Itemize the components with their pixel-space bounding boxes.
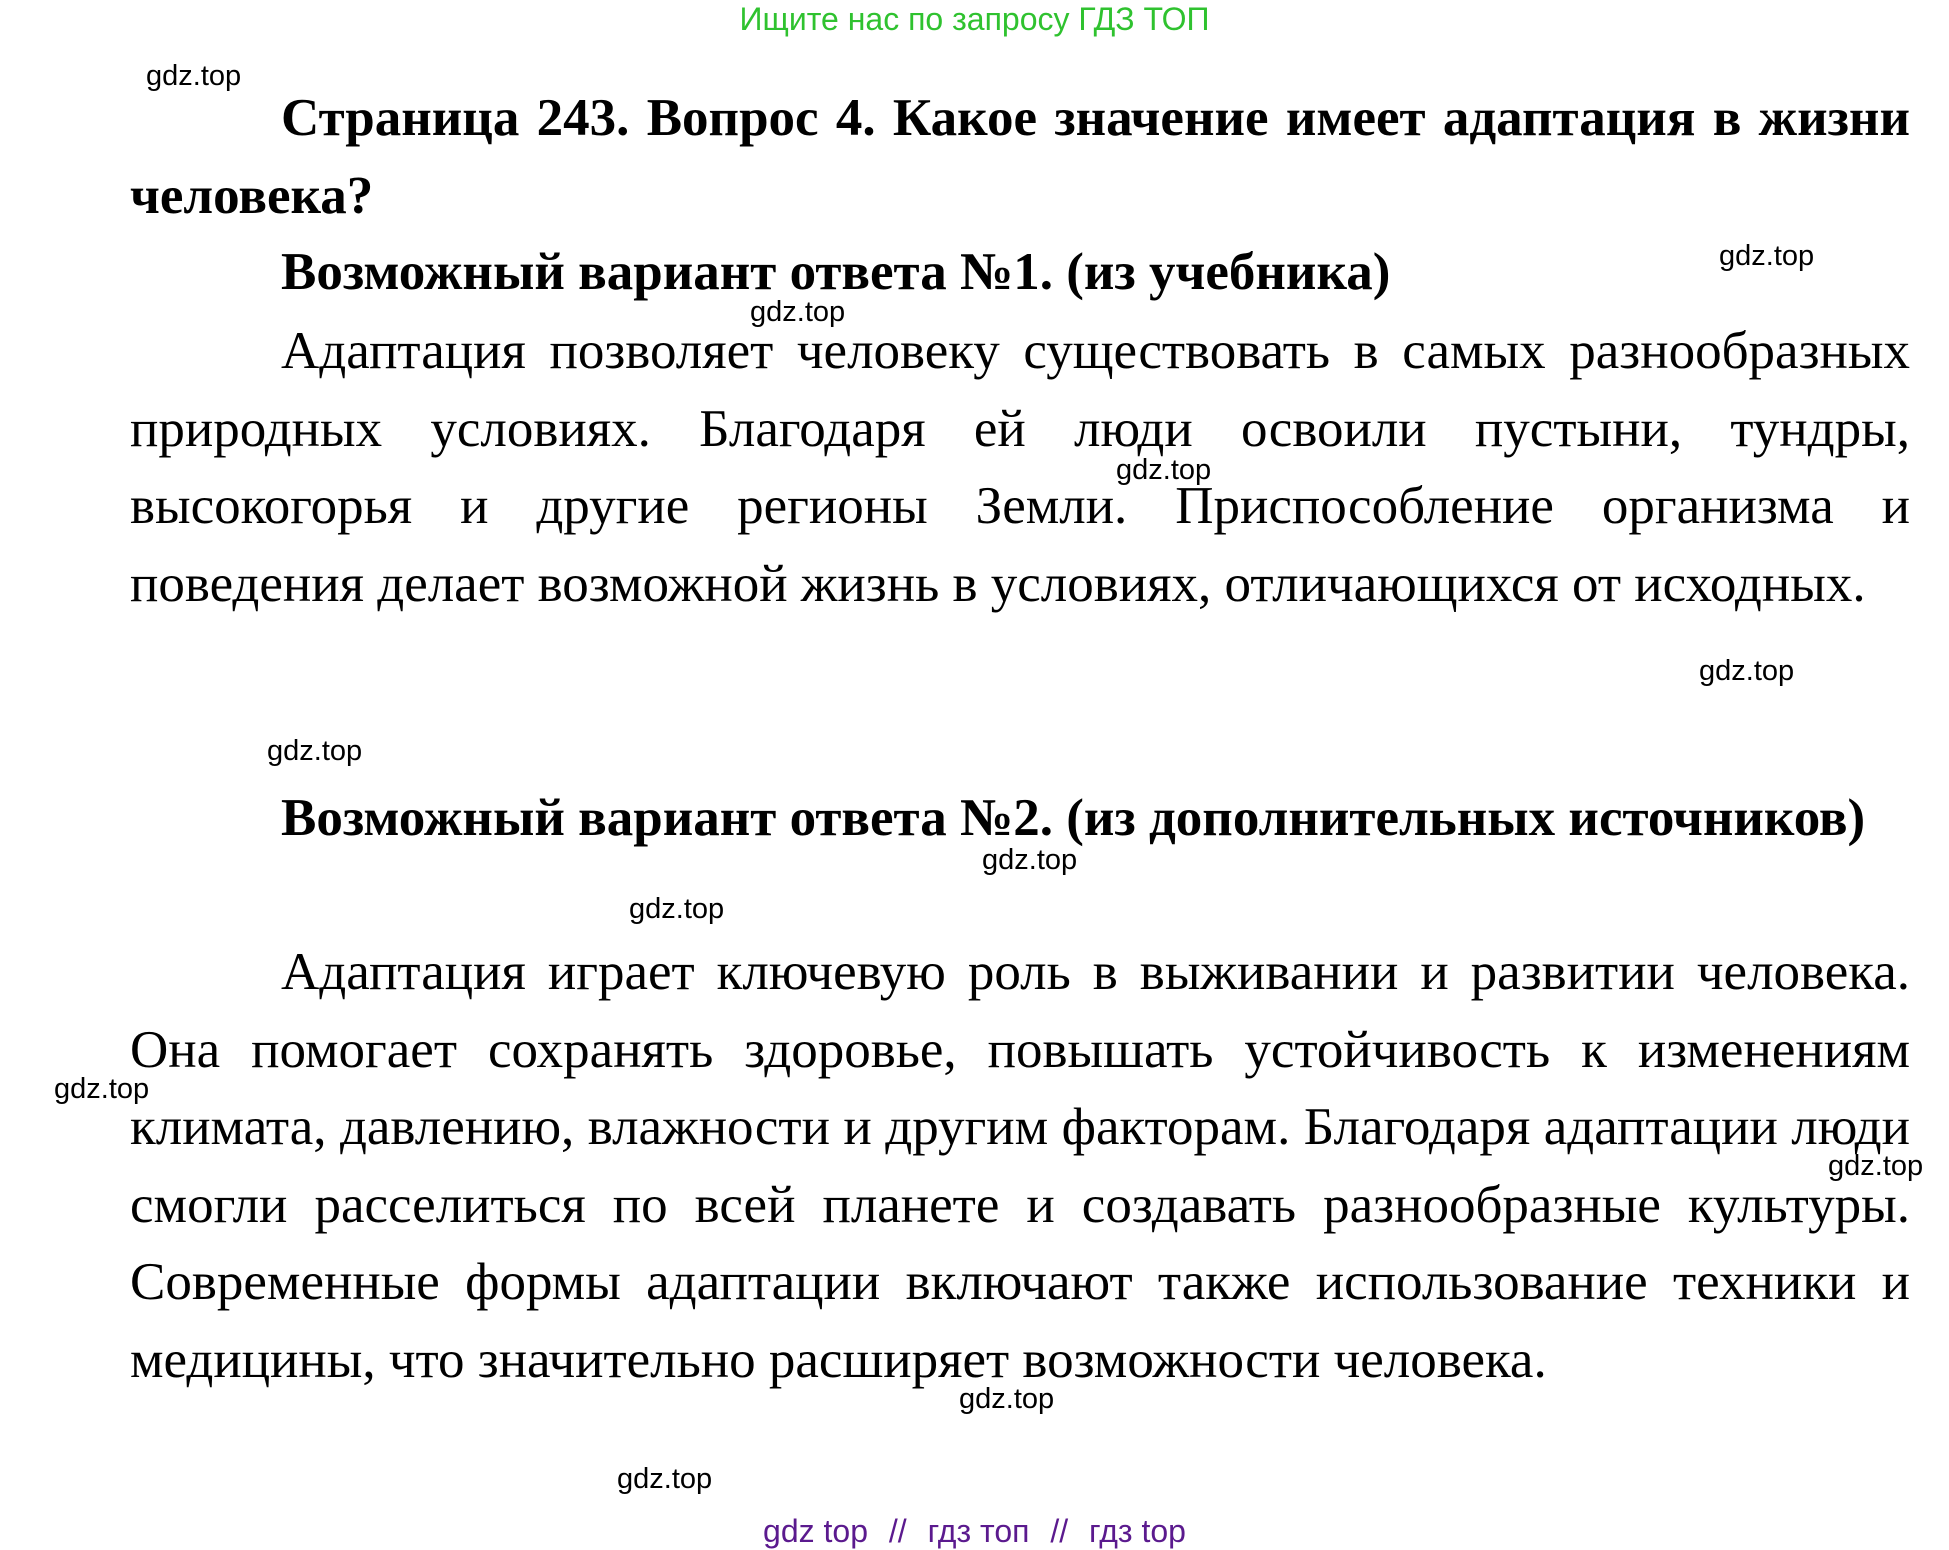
watermark: gdz.top [982,844,1078,876]
footer-separator: // [888,1513,907,1549]
footer-link-gdz-top-mixed[interactable]: гдз top [1089,1513,1186,1549]
watermark: gdz.top [267,735,363,767]
answer-2-heading: Возможный вариант ответа №2. (из дополнительных источников) [281,789,1866,847]
answer-2-text: Адаптация играет ключевую роль в выживании и развитии человека. Она помогает сохранять здоровье, повышать устойчивость к изменениям климата, давлению, влажности и другим факторам. Благодаря адаптации люди смогли расселиться по всей планете и создавать разнообразные культуры. Современные формы адаптации включают также использование техники и медицины, что значительно расширяет возможности человека. [130,943,1910,1389]
watermark: gdz.top [1719,240,1815,272]
watermark: gdz.top [959,1383,1055,1415]
watermark: gdz.top [1116,454,1212,486]
watermark: gdz.top [750,296,846,328]
page-title: Страница 243. Вопрос 4. Какое значение имеет адаптация в жизни человека? [130,89,1910,225]
watermark: gdz.top [1828,1150,1924,1182]
watermark: gdz.top [1699,655,1795,687]
watermark: gdz.top [146,60,242,92]
footer-links [0,1512,1949,1550]
watermark: gdz.top [54,1073,150,1105]
watermark: gdz.top [629,893,725,925]
answer-1-text: Адаптация позволяет человеку существовать в самых разнообразных природных условиях. Благодаря ей люди освоили пустыни, тундры, высокогорья и другие регионы Земли. Приспособление организма и поведения делает возможной жизнь в условиях, отличающихся от исходных. [130,322,1910,613]
watermark: gdz.top [617,1463,713,1495]
footer-separator: // [1050,1513,1069,1549]
footer-link-gdz-top[interactable]: gdz top [763,1513,868,1549]
answer-1-heading: Возможный вариант ответа №1. (из учебника) [281,243,1391,301]
search-promo-text: Ищите нас по запросу ГДЗ ТОП [739,1,1210,37]
footer-link-gdz-top-ru[interactable]: гдз топ [927,1513,1030,1549]
